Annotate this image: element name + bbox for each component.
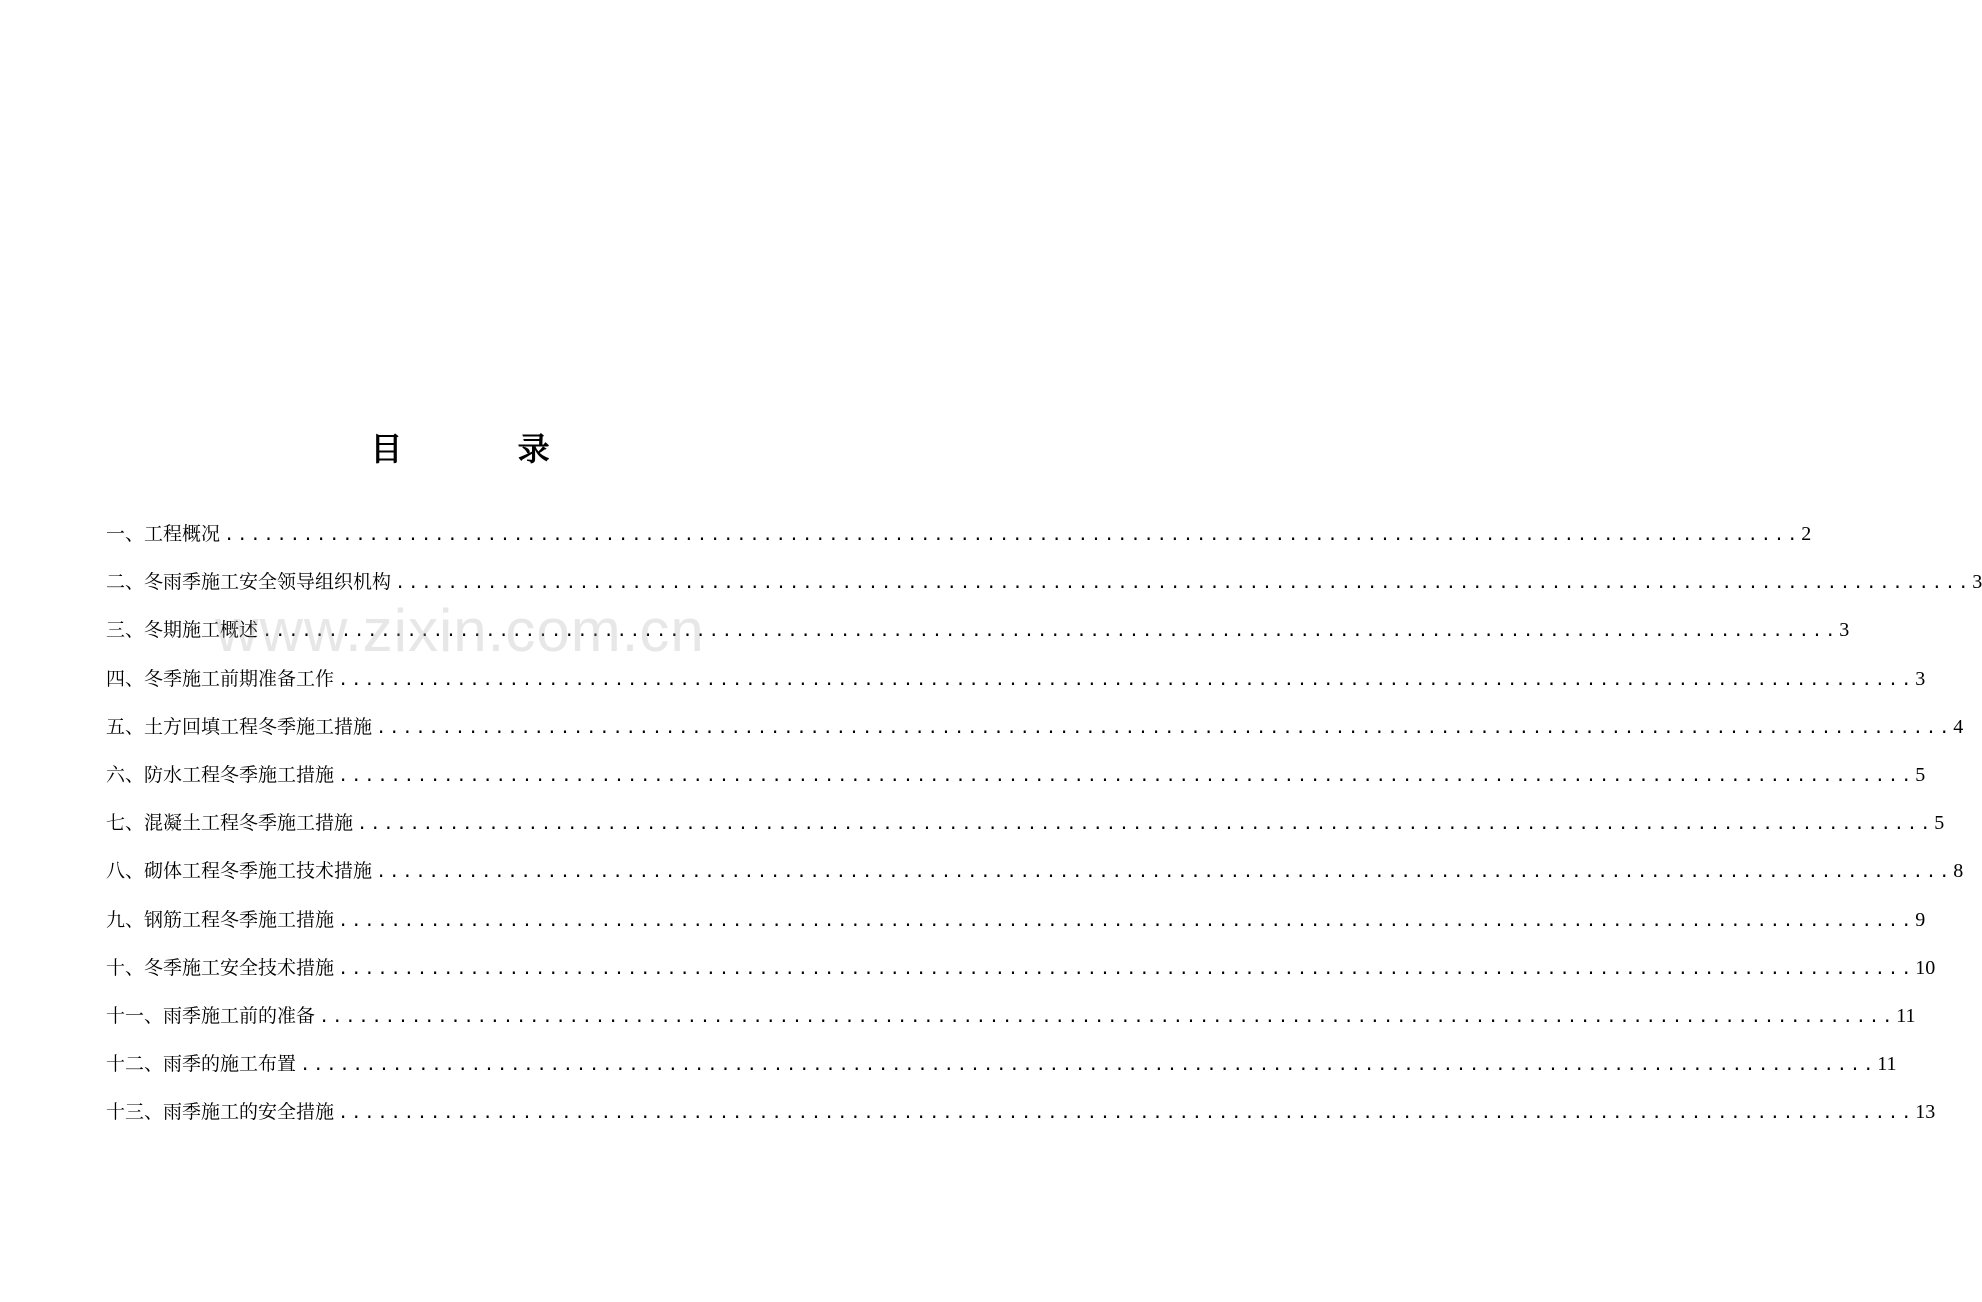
- toc-entry-label: 八、砌体工程冬季施工技术措施: [106, 860, 373, 883]
- toc-entry-label: 四、冬季施工前期准备工作: [106, 667, 335, 690]
- toc-entry[interactable]: [106, 896, 1926, 944]
- toc-entry-page: 3: [1972, 571, 1982, 594]
- toc-leader-dots: ........................................................................................................................: [338, 1103, 1915, 1124]
- toc-entry-page: 11: [1896, 1004, 1916, 1027]
- toc-leader-dots: ........................................................................................................................: [395, 573, 1972, 594]
- toc-entry-label: 一、工程概况: [106, 523, 221, 545]
- toc-entry[interactable]: [106, 1040, 1897, 1088]
- toc-entry-label: 五、土方回填工程冬季施工措施: [106, 715, 373, 738]
- toc-leader-dots: ........................................................................................................................: [262, 621, 1839, 642]
- toc-entry-page: 3: [1839, 619, 1850, 642]
- toc-entry-label: 九、钢筋工程冬季施工措施: [106, 908, 335, 931]
- toc-leader-dots: ........................................................................................................................: [300, 1055, 1877, 1076]
- toc-entry-page: 11: [1877, 1053, 1897, 1076]
- toc-entry-page: 13: [1915, 1101, 1936, 1124]
- toc-leader-dots: ........................................................................................................................: [319, 1006, 1896, 1027]
- toc-entry-page: 5: [1934, 812, 1945, 835]
- toc-entry-label: 二、冬雨季施工安全领导组织机构: [106, 571, 392, 594]
- toc-entry[interactable]: [106, 510, 1812, 558]
- toc-entry[interactable]: [106, 944, 1936, 992]
- toc-leader-dots: ........................................................................................................................: [224, 525, 1801, 545]
- toc-leader-dots: ........................................................................................................................: [338, 958, 1915, 979]
- toc-entry-page: 10: [1915, 956, 1936, 979]
- toc-entry-label: 十三、雨季施工的安全措施: [106, 1101, 335, 1124]
- toc-entry[interactable]: [106, 847, 1964, 895]
- toc-entry-label: 三、冬期施工概述: [106, 619, 259, 642]
- toc-entry[interactable]: [106, 1088, 1936, 1136]
- toc-entry-label: 十、冬季施工安全技术措施: [106, 956, 335, 979]
- toc-entry[interactable]: [106, 655, 1926, 703]
- toc-entry[interactable]: [106, 606, 1850, 654]
- page-title: 目 录: [370, 430, 602, 468]
- toc-entry-label: 七、混凝土工程冬季施工措施: [106, 812, 354, 835]
- table-of-contents: [106, 510, 1982, 1136]
- toc-entry[interactable]: [106, 558, 1982, 606]
- toc-entry[interactable]: [106, 799, 1945, 847]
- toc-leader-dots: ........................................................................................................................: [338, 669, 1915, 690]
- toc-entry-page: 5: [1915, 763, 1926, 786]
- toc-leader-dots: ........................................................................................................................: [338, 765, 1915, 786]
- watermark: www.zixin.com.cn: [215, 597, 705, 664]
- toc-leader-dots: ........................................................................................................................: [376, 862, 1953, 883]
- toc-entry-label: 六、防水工程冬季施工措施: [106, 763, 335, 786]
- toc-entry[interactable]: [106, 751, 1926, 799]
- toc-leader-dots: ........................................................................................................................: [376, 717, 1953, 738]
- toc-entry[interactable]: [106, 992, 1916, 1040]
- toc-entry[interactable]: [106, 703, 1964, 751]
- toc-entry-page: 4: [1953, 715, 1964, 738]
- toc-entry-page: 8: [1953, 860, 1964, 883]
- toc-entry-label: 十一、雨季施工前的准备: [106, 1004, 316, 1027]
- toc-entry-page: 3: [1915, 667, 1926, 690]
- toc-entry-page: 2: [1801, 523, 1812, 545]
- toc-entry-label: 十二、雨季的施工布置: [106, 1053, 297, 1076]
- toc-entry-page: 9: [1915, 908, 1926, 931]
- toc-leader-dots: ........................................................................................................................: [338, 910, 1915, 931]
- toc-leader-dots: ........................................................................................................................: [357, 814, 1934, 835]
